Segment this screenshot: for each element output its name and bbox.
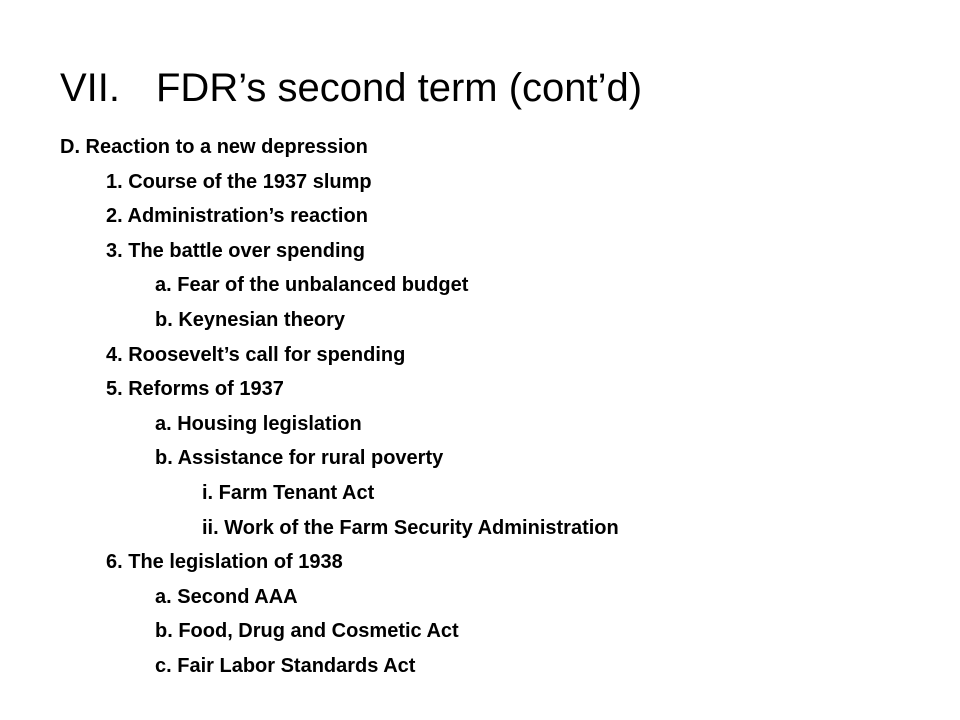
outline-item: D. Reaction to a new depression xyxy=(60,136,368,158)
outline-item: 1. Course of the 1937 slump xyxy=(106,170,372,193)
slide-title-text: FDR’s second term (cont’d) xyxy=(156,66,643,110)
slide-title xyxy=(60,60,642,116)
outline-item: a. Second AAA xyxy=(155,585,298,608)
outline-list xyxy=(0,130,960,684)
outline-item: c. Fair Labor Standards Act xyxy=(155,654,416,677)
outline-item: 4. Roosevelt’s call for spending xyxy=(106,343,406,366)
outline-item: b. Assistance for rural poverty xyxy=(155,447,444,470)
outline-item: 5. Reforms of 1937 xyxy=(106,378,284,401)
outline-item: 3. The battle over spending xyxy=(106,239,365,262)
outline-item: b. Food, Drug and Cosmetic Act xyxy=(155,620,459,643)
outline-item: a. Housing legislation xyxy=(155,412,362,435)
slide-title-number: VII. xyxy=(60,66,121,110)
outline-item: b. Keynesian theory xyxy=(155,308,346,331)
outline-item: a. Fear of the unbalanced budget xyxy=(155,274,469,297)
outline-item: 6. The legislation of 1938 xyxy=(106,551,343,574)
outline-item: i. Farm Tenant Act xyxy=(202,481,375,504)
outline-item: 2. Administration’s reaction xyxy=(106,205,368,228)
outline-item: ii. Work of the Farm Security Administration xyxy=(202,516,619,539)
